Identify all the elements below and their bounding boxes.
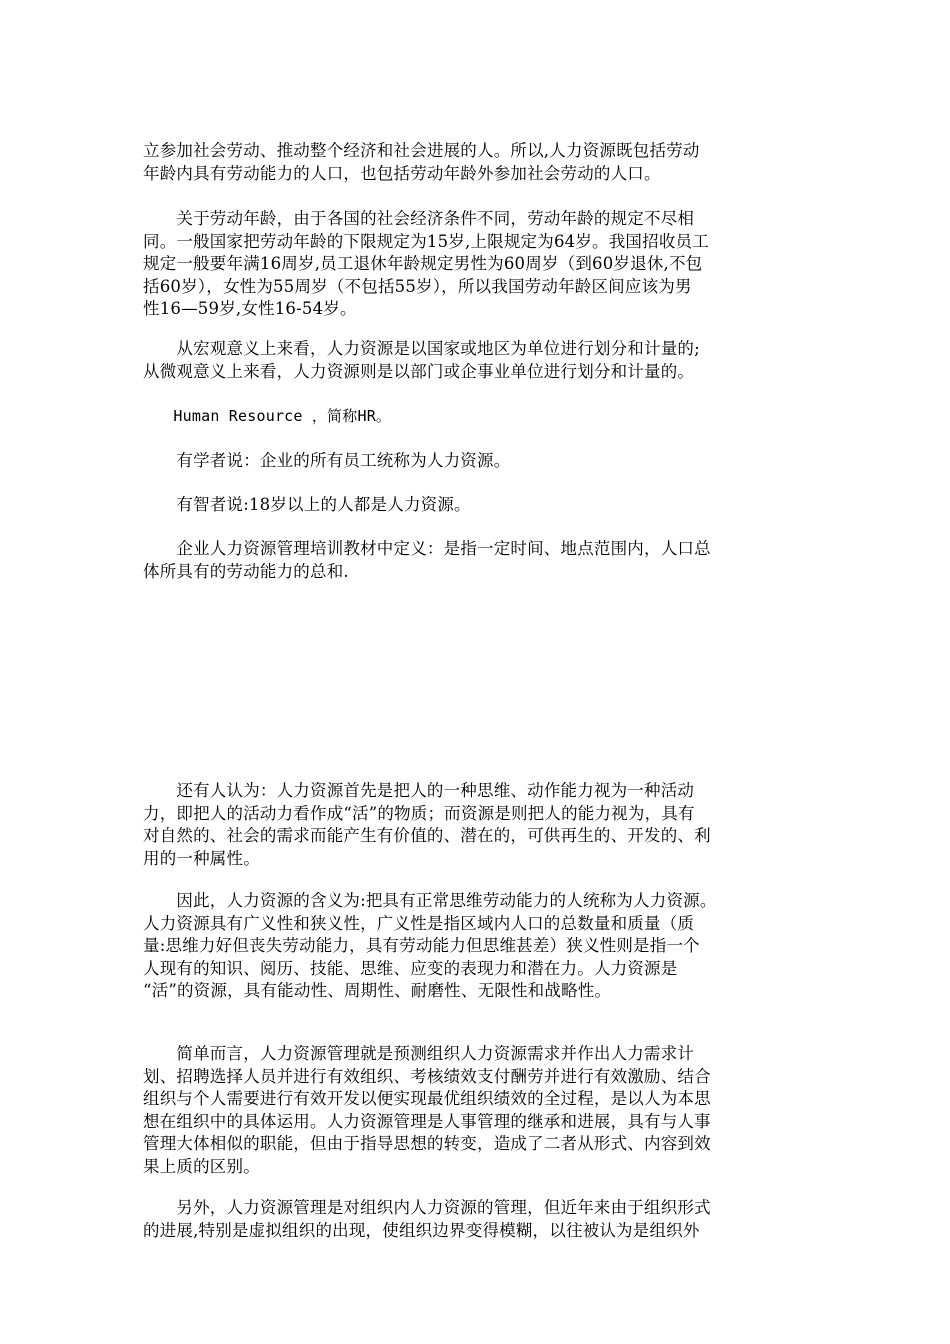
- paragraph-wise-view: 有智者说:18岁以上的人都是人力资源。: [143, 495, 471, 514]
- paragraph-hrm-summary: 简单而言，人力资源管理就是预测组织人力资源需求并作出人力需求计 划、招聘选择人员并进行有效组织、考核绩效支付酬劳并进行有效激励、结合 组织与个人需要进行有效开发以便实现最优组织绩效的全过程，是以人为本思 想在组织中的具体运用。人力资源管理是人事管理的继承和进展，具有与人事 管理大体相似的职能，但由于指导思想的转变，造成了二者从形式、内容到效 果上质的区别。: [143, 1044, 711, 1176]
- paragraph-activity-view: 还有人认为：人力资源首先是把人的一种思维、动作能力视为一种活动 力，即把人的活动力看作成“活”的物质；而资源是则把人的能力视为，具有 对自然的、社会的需求而能产生有价值的、潜在的，可供再生的、开发的、利 用的一种属性。: [143, 781, 711, 868]
- paragraph-textbook-definition: 企业人力资源管理培训教材中定义：是指一定时间、地点范围内，人口总 体所具有的劳动能力的总和.: [143, 539, 711, 581]
- paragraph-macro-micro: 从宏观意义上来看，人力资源是以国家或地区为单位进行划分和计量的; 从微观意义上来看，人力资源则是以部门或企事业单位进行划分和计量的。: [143, 339, 700, 381]
- paragraph-scholar-view: 有学者说：企业的所有员工统称为人力资源。: [143, 451, 511, 470]
- paragraph-hr-meaning: 因此，人力资源的含义为:把具有正常思维劳动能力的人统称为人力资源。 人力资源具有广义性和狭义性，广义性是指区域内人口的总数量和质量（质 量:思维力好但丧失劳动能力，具有劳动能力但思维甚差）狭义性则是指一个 人现有的知识、阅历、技能、思维、应变的表现力和潜在力。人力资源是 “活”的资源，具有能动性、周期性、耐磨性、无限性和战略性。: [143, 891, 717, 1000]
- paragraph-labor-population: 立参加社会劳动、推动整个经济和社会进展的人。所以,人力资源既包括劳动 年龄内具有劳动能力的人口，也包括劳动年龄外参加社会劳动的人口。: [143, 141, 700, 183]
- paragraph-hr-abbreviation: Human Resource ，简称HR。: [143, 407, 392, 425]
- paragraph-labor-age: 关于劳动年龄，由于各国的社会经济条件不同，劳动年龄的规定不尽相 同。一般国家把劳动年龄的下限规定为15岁,上限规定为64岁。我国招收员工 规定一般要年满16周岁,员工退休年龄规定男性为60周岁（到60岁退休,不包 括60岁），女性为55周岁（不包括55岁），所以我国劳动年龄区间应该为男 性16—59岁,女性16-54岁。: [143, 209, 709, 318]
- paragraph-additional: 另外，人力资源管理是对组织内人力资源的管理，但近年来由于组织形式 的进展,特别是虚拟组织的出现，使组织边界变得模糊，以往被认为是组织外: [143, 1198, 711, 1240]
